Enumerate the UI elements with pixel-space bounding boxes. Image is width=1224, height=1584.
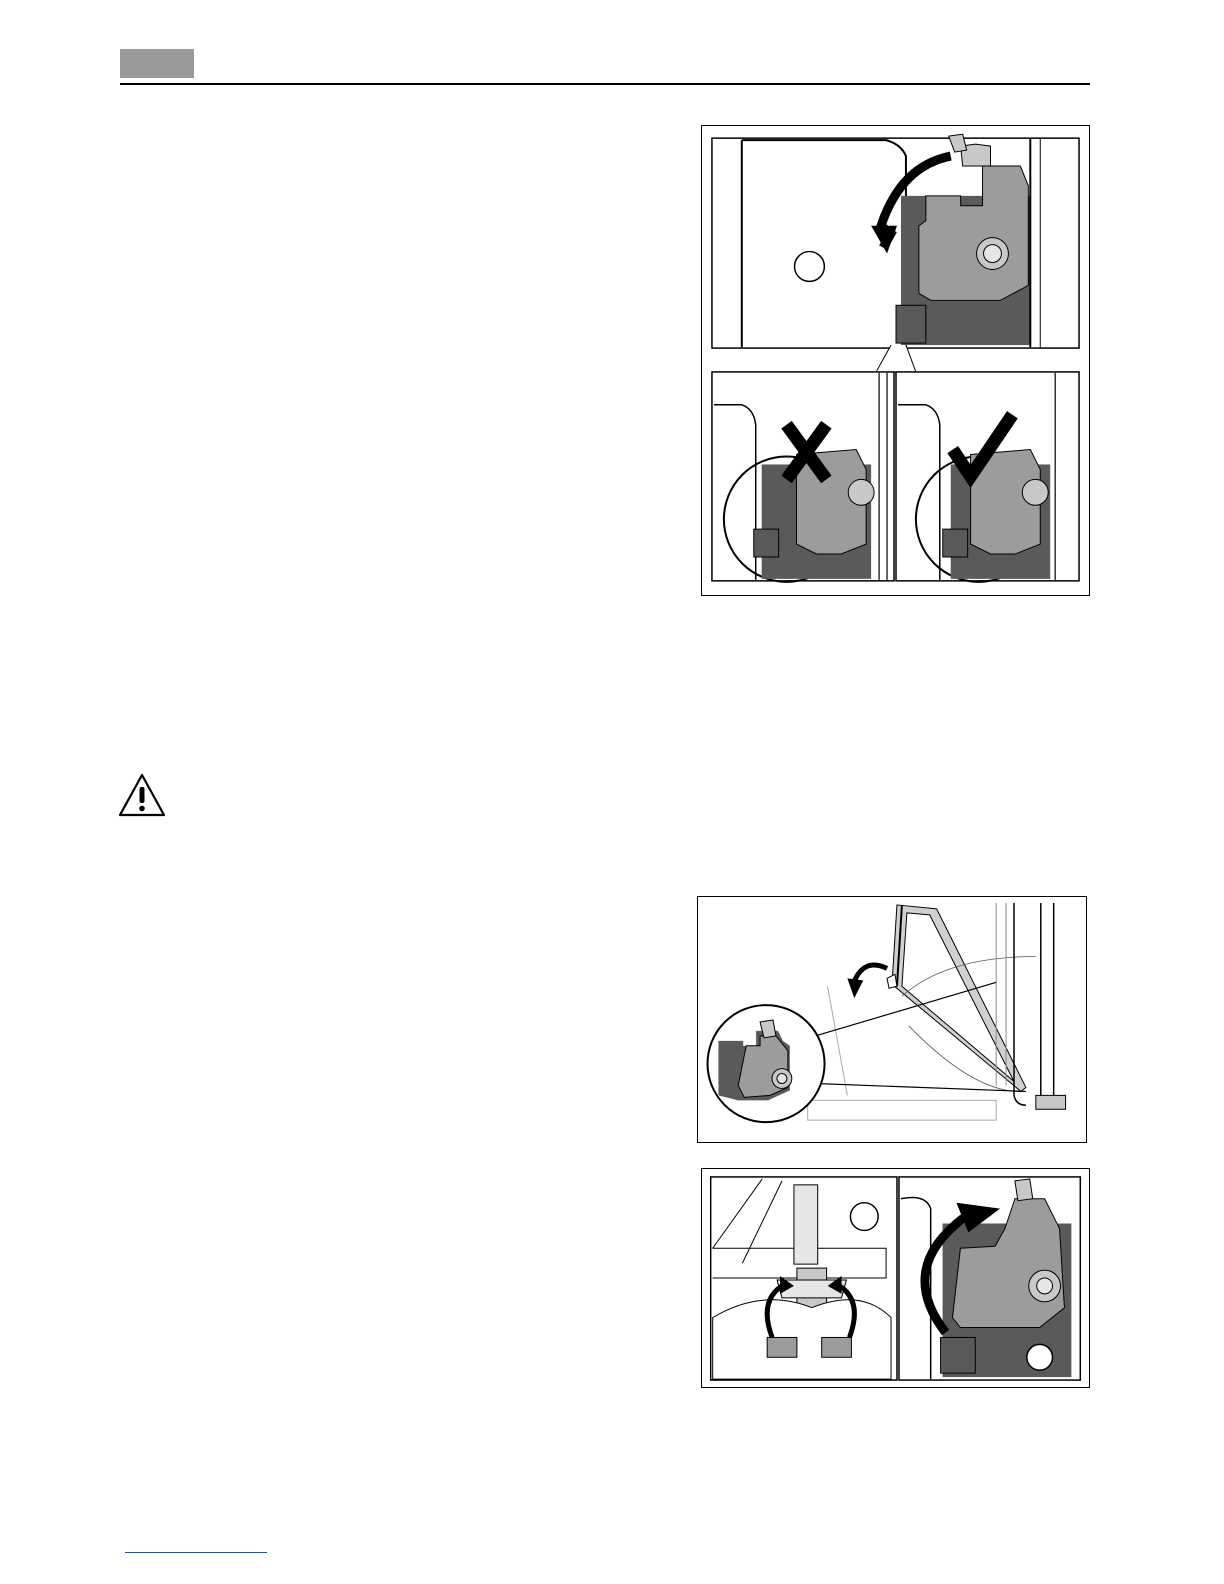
hinge-release-view xyxy=(899,1177,1080,1380)
header-tab xyxy=(120,49,194,78)
warning-triangle-icon xyxy=(117,772,167,818)
header-rule xyxy=(120,83,1090,85)
door-tilt-figure xyxy=(697,896,1087,1143)
door-remove-figure xyxy=(701,1168,1090,1388)
correct-position xyxy=(896,372,1079,582)
hinge-lock-figure xyxy=(701,125,1090,596)
hinge-detail-circle xyxy=(708,1005,825,1122)
hinge-top-view xyxy=(712,134,1079,348)
door-grip-view xyxy=(711,1177,897,1380)
footer-link-underline xyxy=(125,1552,267,1553)
incorrect-position xyxy=(712,372,894,582)
